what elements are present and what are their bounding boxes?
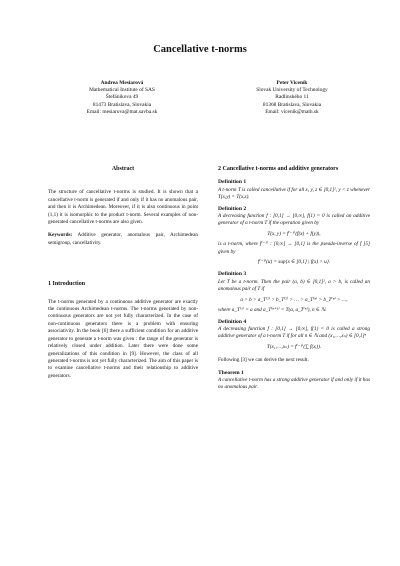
author-city: 81473 Bratislava, Slovakia [92,101,152,108]
definition-2-label: Definition 2 [218,205,247,212]
right-column [218,166,370,392]
abstract-heading: Abstract [111,166,135,172]
definition-2-text: A decreasing function f : [0,1] → [0,∞], f(1) = 0 is called an additive generator of a t-norm T if the operation given by [218,213,370,227]
definition-4-label: Definition 4 [218,318,247,325]
definition-2-equation: T(x, y) = f⁽⁻¹⁾(f(x) + f(y)), [267,230,321,237]
author-name: Andrea Mesiarová [100,80,144,86]
author-street: Radlinského 11 [275,94,309,101]
keywords [48,232,198,247]
author-name: Peter Viceník [276,80,308,86]
definition-3-label: Definition 3 [218,271,247,278]
definition-1-text: A t-norm T is called cancellative if for all x, y, z ∈ ]0,1]², y < z whenever T(x,y) = T(x,z). [218,186,370,201]
definition-3-text: Let T be a t-norm. Then the pair (a, b) ∈ ]0,1]², a > b, is called an anomalous pair of T if [218,278,370,293]
definition-3-equation: a > b > a_T⁽²⁾ > b_T⁽²⁾ > … > a_T⁽ⁿ⁾ > b_T⁽ⁿ⁾ > …, [240,296,348,303]
definition-4-text: A decreasing function f : [0,1] → [0,∞], f(1) = 0 is called a strong additive generator of a t-norm T if for all n ∈ ℕ and (x₁,…,xₙ) ∈ [0,1]ⁿ [218,325,370,340]
author-block-2 [217,80,367,116]
left-column [48,166,198,380]
theorem-1-label: Theorem 1 [218,369,244,376]
pseudo-inverse-equation: f⁽⁻¹⁾(u) = sup{x ∈ [0,1] | f(x) > u}. [257,259,331,266]
author-affiliation: Slovak University of Technology [256,87,328,94]
keywords-label: Keywords: [48,232,73,239]
author-affiliation: Mathematical Institute of SAS [89,87,155,94]
definition-4-equation: T(x₁,…,xₙ) = f⁽⁻¹⁾(∑ f(xᵢ)). [266,343,322,350]
author-email: Email: vicenik@math.sk [265,108,319,115]
author-block-1 [47,80,197,116]
definition-2-continuation: is a t-norm, where f⁽⁻¹⁾ : [0,∞] → [0,1] is the pseudo-inverse of f [5] given by [218,241,370,255]
section-heading-2: 2 Cancellative t-norms and additive generators [218,166,339,172]
author-email: Email: mesiarova@mat.savba.sk [86,108,158,115]
section-heading-introduction: 1 Introduction [48,281,86,288]
author-city: 81368 Bratislava, Slovakia [262,101,322,108]
definition-3-continuation: where a_T⁽¹⁾ = a and a_T⁽ⁿ⁺¹⁾ = T(a, a_T⁽ⁿ⁾), n ∈ ℕ. [218,307,327,314]
keywords-text: Additive generator, anomalous pair, Archimedean semigroup, cancellativity. [48,232,198,246]
introduction-text: The t-norms generated by a continuous additive generator are exactly the continuous Archimedean t-norms. The t-norms generated by non-continuous generators are not yet fully characterized. In the case of non-continuous generators there is a problem with ensuring associativity. In the book [6] there a sufficient condition for an additive generator to generate a t-norm was given : the range of the generator is relatively closed under addition. Later there were done some generalizations of this condition in [9]. However, the class of all generated t-norms is not yet fully characterized. The aim of this paper is to examine cancellative t-norms and their relationship to additive generators. [48,298,198,379]
theorem-1-text: A cancellative t-norm has a strong additive generator if and only if it has no anomalous pair. [218,376,370,391]
abstract-text: The structure of cancellative t-norms is studied. It is shown that a cancellative t-norm is generated if and only if it has no anomalous pair, and then it is Archimedean. Moreover, if it is also continuous in point (1,1) it is isomorphic to the product t-norm. Several examples of non-generated cancellative t-norms are also given. [48,189,198,226]
author-street: Štefánikova 49 [105,94,139,101]
paper-title: Cancellative t-norms [153,44,247,55]
definition-1-label: Definition 1 [218,179,247,186]
transition-text: Following [3] we can derive the next result. [218,357,309,364]
